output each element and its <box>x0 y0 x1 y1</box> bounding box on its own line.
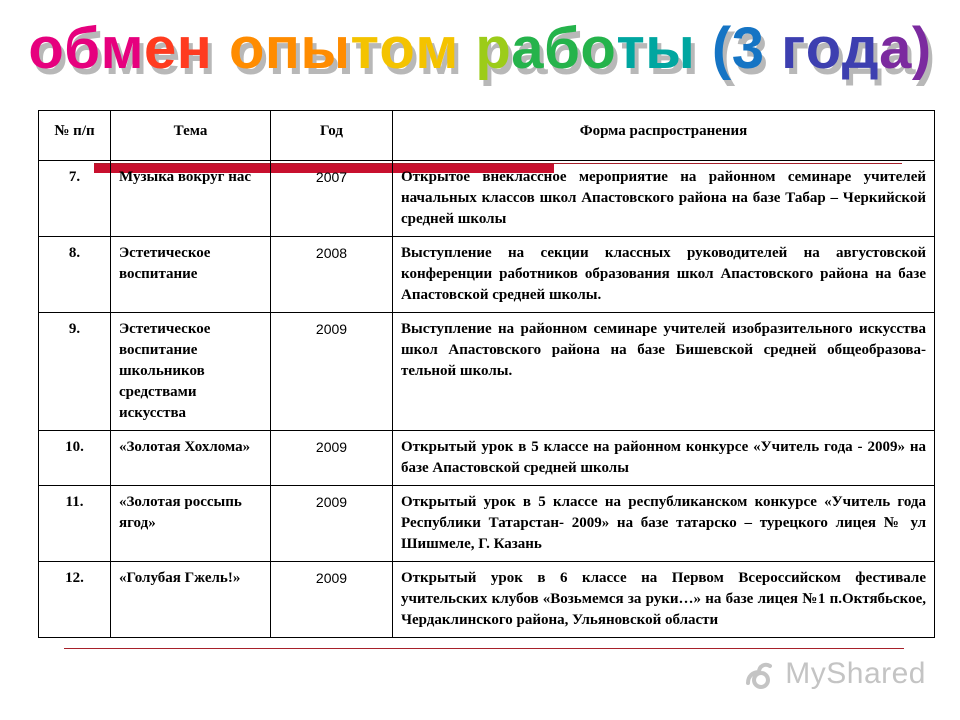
title-letter: е <box>144 16 177 81</box>
table-row <box>39 562 935 638</box>
row-number: 10. <box>39 431 111 486</box>
row-number: 11. <box>39 486 111 562</box>
title-letter <box>695 6 712 92</box>
row-year: 2007 <box>271 161 393 237</box>
row-description: Выступление на секции классных руководителей на августовской конференции работников образования школ Апастовского района на базе Апастовской средней школы. <box>393 237 935 313</box>
title-letter: о <box>28 16 65 81</box>
page-title-text <box>28 16 931 81</box>
title-letter: о <box>805 16 842 81</box>
row-topic: Эстетическое воспитание <box>111 237 271 313</box>
table-header-row <box>39 111 935 161</box>
table-row <box>39 486 935 562</box>
table-row <box>39 313 935 431</box>
title-letter: т <box>350 16 380 81</box>
row-number: 12. <box>39 562 111 638</box>
title-letter: б <box>64 16 101 81</box>
row-topic: «Золотая россыпь ягод» <box>111 486 271 562</box>
header-form: Форма распространения <box>393 111 935 161</box>
row-description: Открытый урок в 6 классе на Первом Всероссийском фестивале учительских клубов «Возьмемся за руки…» на базе лицея №1 п.Октябьское, Чердаклинского района, Ульяновской области <box>393 562 935 638</box>
title-letter: ы <box>645 16 696 81</box>
title-letter: б <box>544 16 581 81</box>
row-year: 2009 <box>271 486 393 562</box>
title-letter: о <box>228 16 265 81</box>
title-letter: о <box>580 16 617 81</box>
header-topic: Тема <box>111 111 271 161</box>
row-number: 9. <box>39 313 111 431</box>
title-letter: м <box>415 16 459 81</box>
myshared-logo-icon <box>743 656 779 692</box>
row-year: 2009 <box>271 431 393 486</box>
row-number: 7. <box>39 161 111 237</box>
row-topic: Эстетическое воспитание школьников средствами искусства <box>111 313 271 431</box>
row-year: 2008 <box>271 237 393 313</box>
title-letter: р <box>475 16 512 81</box>
row-number: 8. <box>39 237 111 313</box>
row-topic: «Золотая Хохлома» <box>111 431 271 486</box>
watermark-text: MyShared <box>785 657 926 690</box>
row-description: Открытое внеклассное мероприятие на районном семинаре учителей начальных классов школ Апастовского района на базе Табар – Черкийской средней школы <box>393 161 935 237</box>
title-letter: м <box>100 16 145 81</box>
title-letter: д <box>841 16 880 81</box>
title-letter: ( <box>711 16 732 81</box>
row-description: Открытый урок в 5 классе на республиканском конкурсе «Учитель года Республики Татарстан- 2009» на базе татарско – турецкого лицея № ул Шишмеле, Г. Казань <box>393 486 935 562</box>
row-topic: «Голубая Гжель!» <box>111 562 271 638</box>
title-letter: п <box>264 16 301 81</box>
title-letter: ) <box>911 16 932 81</box>
header-number: № п/п <box>39 111 111 161</box>
title-letter <box>459 6 476 92</box>
row-year: 2009 <box>271 562 393 638</box>
title-letter: 3 <box>731 16 765 81</box>
table-row <box>39 431 935 486</box>
watermark <box>743 656 926 692</box>
table-row <box>39 237 935 313</box>
title-letter: т <box>616 16 646 81</box>
decorative-line-bottom <box>64 648 904 649</box>
title-letter: ы <box>300 16 351 81</box>
title-letter: о <box>379 16 416 81</box>
table-row <box>39 161 935 237</box>
row-year: 2009 <box>271 313 393 431</box>
title-letter <box>765 6 782 92</box>
header-year: Год <box>271 111 393 161</box>
experience-table <box>38 110 935 638</box>
row-topic: Музыка вокруг нас <box>111 161 271 237</box>
title-letter: а <box>879 16 912 81</box>
row-description: Открытый урок в 5 классе на районном конкурсе «Учитель года - 2009» на базе Апастовской средней школы <box>393 431 935 486</box>
title-letter: г <box>781 16 806 81</box>
title-letter: а <box>511 16 545 81</box>
page-title <box>0 6 960 92</box>
row-description: Выступление на районном семинаре учителей изобразительного искусства школ Апастовского района на базе Бишевской средней общеобразова- тельной школы. <box>393 313 935 431</box>
title-letter <box>212 6 229 92</box>
title-letter: н <box>176 16 213 81</box>
